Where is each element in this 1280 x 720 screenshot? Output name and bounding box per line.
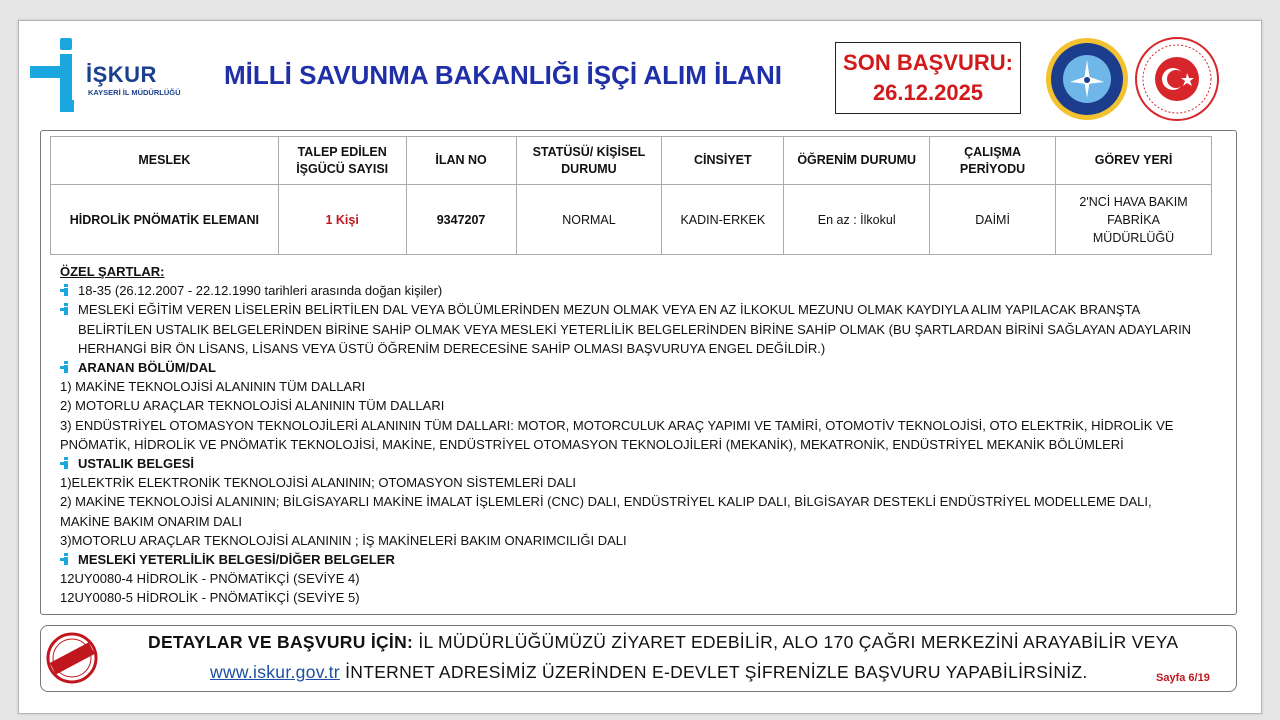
req-mesleki-2: BELİRTİLEN USTALIK BELGELERİNDEN BİRİNE SAHİP OLMAK VEYA MESLEKİ YETERLİLİK BELGELERİNDEN BİRİNE SAHİP OLMAK (BU ŞARTLARDAN BİRİNİ SAĞLAYAN ADAYLARIN [78, 321, 1192, 337]
yeterlilik-2: 12UY0080-5 HİDROLİK - PNÖMATİKÇİ (SEVİYE 5) [60, 590, 360, 606]
bolum-title-line [60, 358, 1220, 377]
logo-name: İŞKUR [86, 62, 157, 87]
cell-statu: NORMAL [516, 185, 662, 255]
header-periyot: ÇALIŞMA PERİYODU [930, 137, 1056, 185]
bolum-1: 1) MAKİNE TEKNOLOJİSİ ALANININ TÜM DALLARI [60, 379, 366, 395]
header-cinsiyet: CİNSİYET [662, 137, 784, 185]
page-number: Sayfa 6/19 [1156, 672, 1210, 684]
logo-subtitle: KAYSERİ İL MÜDÜRLÜĞÜ [88, 88, 181, 97]
deadline-box [835, 42, 1021, 114]
header-talep: TALEP EDİLEN İŞGÜCÜ SAYISI [278, 137, 406, 185]
footer-line-2-rest: İNTERNET ADRESİMİZ ÜZERİNDEN E-DEVLET ŞİFRENİZLE BAŞVURU YAPABİLİRSİNİZ. [339, 662, 1088, 682]
bolum-3b: PNÖMATİK, HİDROLİK VE PNÖMATİK TEKNOLOJİSİ, MAKİNE, ENDÜSTRİYEL OTOMASYON TEKNOLOJİLERİ (MEKANİK), MEKATRONİK, ENDÜSTRİYEL MEKANİK BÖLÜMLERİ [60, 436, 1124, 452]
requirements-section [60, 262, 1220, 608]
header-statu: STATÜSÜ/ KİŞİSEL DURUMU [516, 137, 662, 185]
yeterlilik-title-line [60, 550, 1220, 569]
page-title: MİLLİ SAVUNMA BAKANLIĞI İŞÇİ ALIM İLANI [224, 60, 782, 90]
cell-gorev-yeri: 2'NCİ HAVA BAKIM FABRİKA MÜDÜRLÜĞÜ [1056, 185, 1212, 255]
msb-seal [1134, 36, 1220, 122]
cell-ilan-no: 9347207 [406, 185, 516, 255]
bullet-icon [60, 303, 72, 315]
deadline-label: SON BAŞVURU: [843, 50, 1013, 75]
header-ogrenim: ÖĞRENİM DURUMU [784, 137, 930, 185]
job-table [50, 136, 1212, 255]
deadline-date: 26.12.2025 [872, 80, 984, 105]
iskur-logo [30, 38, 190, 114]
bullet-icon [60, 284, 72, 296]
ozel-sartlar-title: ÖZEL ŞARTLAR: [60, 264, 165, 279]
ustalik-title: USTALIK BELGESİ [78, 456, 195, 472]
iskur-url-link[interactable]: www.iskur.gov.tr [210, 662, 340, 682]
req-age-text: 18-35 (26.12.2007 - 22.12.1990 tarihleri arasında doğan kişiler) [78, 283, 443, 299]
table-row [51, 185, 1212, 255]
ustalik-title-line [60, 454, 1220, 473]
req-age [60, 281, 1220, 300]
footer-line-1 [148, 632, 1178, 653]
header-ilan-no: İLAN NO [406, 137, 516, 185]
ustalik-1: 1)ELEKTRİK ELEKTRONİK TEKNOLOJİSİ ALANININ; OTOMASYON SİSTEMLERİ DALI [60, 475, 577, 491]
cell-sayi: 1 Kişi [278, 185, 406, 255]
req-mesleki-1: MESLEKİ EĞİTİM VEREN LİSELERİN BELİRTİLEN DAL VEYA BÖLÜMLERİNDEN MEZUN OLMAK VEYA EN AZ İLKOKUL MEZUNU OLMAK KAYDIYLA ALIM YAPILACAK BRANŞTA [78, 302, 1141, 318]
bullet-icon [60, 553, 72, 565]
footer-line-2 [210, 662, 1088, 683]
req-mesleki [60, 300, 1220, 319]
cell-periyot: DAİMİ [930, 185, 1056, 255]
bullet-icon [60, 361, 72, 373]
kamu-talebi-stamp [46, 632, 98, 684]
footer-line-1-rest: İL MÜDÜRLÜĞÜMÜZÜ ZİYARET EDEBİLİR, ALO 170 ÇAĞRI MERKEZİNİ ARAYABİLİR VEYA [413, 632, 1179, 652]
ustalik-3: 3)MOTORLU ARAÇLAR TEKNOLOJİSİ ALANININ ; İŞ MAKİNELERİ BAKIM ONARIMCILIĞI DALI [60, 532, 627, 548]
cell-meslek: HİDROLİK PNÖMATİK ELEMANI [51, 185, 279, 255]
cell-ogrenim: En az : İlkokul [784, 185, 930, 255]
hava-bakim-seal [1044, 36, 1130, 122]
bolum-title: ARANAN BÖLÜM/DAL [78, 360, 216, 376]
yeterlilik-title: MESLEKİ YETERLİLİK BELGESİ/DİĞER BELGELER [78, 552, 395, 568]
bolum-3a: 3) ENDÜSTRİYEL OTOMASYON TEKNOLOJİLERİ ALANININ TÜM DALLARI: MOTOR, MOTORCULUK ARAÇ YAPIMI VE TAMİRİ, OTOMOTİV TEKNOLOJİSİ, OTO ELEKTRİK, HİDROLİK VE [60, 417, 1174, 433]
header-gorev-yeri: GÖREV YERİ [1056, 137, 1212, 185]
bolum-2: 2) MOTORLU ARAÇLAR TEKNOLOJİSİ ALANININ TÜM DALLARI [60, 398, 445, 414]
table-header-row [51, 137, 1212, 185]
ustalik-2b: MAKİNE BAKIM ONARIM DALI [60, 513, 243, 529]
ustalik-2a: 2) MAKİNE TEKNOLOJİSİ ALANININ; BİLGİSAYARLI MAKİNE İMALAT İŞLEMLERİ (CNC) DALI, ENDÜSTRİYEL KALIP DALI, BİLGİSAYAR DESTEKLİ ENDÜSTRİYEL MODELLEME DALI, [60, 494, 1152, 510]
req-mesleki-3: HERHANGİ BİR ÖN LİSANS, LİSANS VEYA ÜSTÜ ÖĞRENİM DERECESİNE SAHİP OLMASI BAŞVURUYA ENGEL DEĞİLDİR.) [78, 340, 826, 356]
header-meslek: MESLEK [51, 137, 279, 185]
footer-bold: DETAYLAR VE BAŞVURU İÇİN: [148, 632, 414, 652]
bullet-icon [60, 457, 72, 469]
cell-cinsiyet: KADIN-ERKEK [662, 185, 784, 255]
yeterlilik-1: 12UY0080-4 HİDROLİK - PNÖMATİKÇİ (SEVİYE 4) [60, 571, 360, 587]
